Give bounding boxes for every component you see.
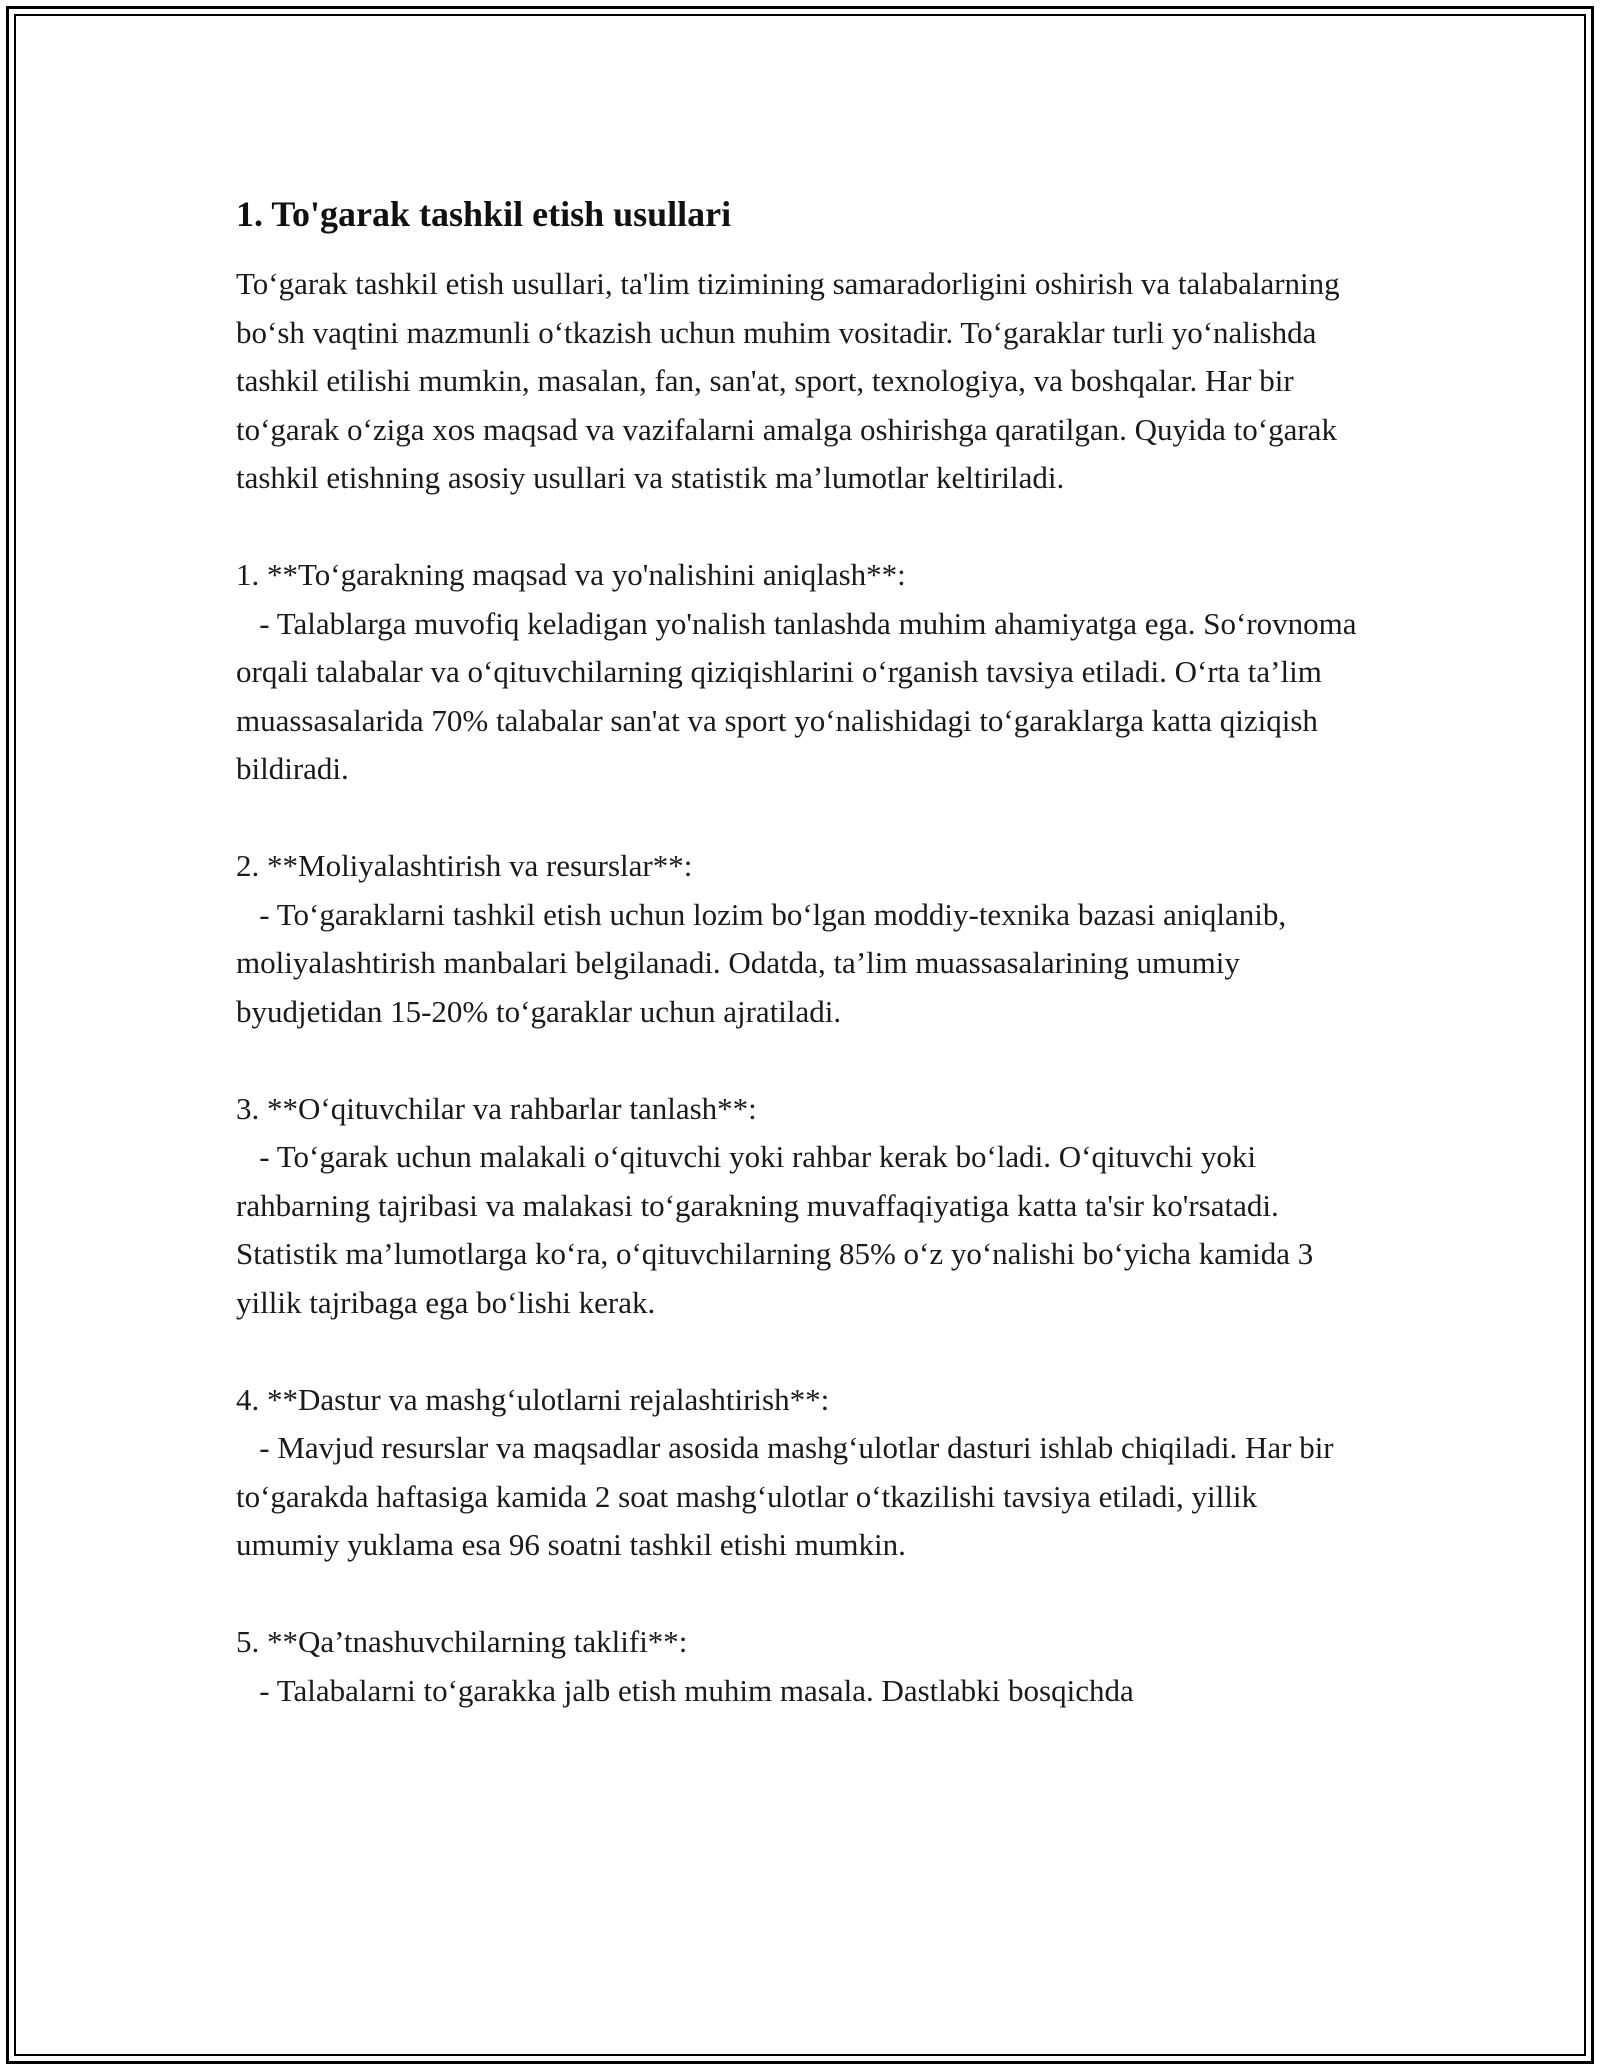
list-item-heading: 1. **To‘garakning maqsad va yo'nalishini aniqlash**:	[236, 557, 906, 592]
list-item-1	[236, 551, 1366, 794]
list-item-text: - Mavjud resurslar va maqsadlar asosida mashg‘ulotlar dasturi ishlab chiqiladi. Har bir to‘garakda haftasiga kamida 2 soat mashg‘ulotlar o‘tkazilishi tavsiya etiladi, yillik umumiy yuklama esa 96 soatni tashkil etishi mumkin.	[236, 1430, 1342, 1562]
list-item-text: - To‘garaklarni tashkil etish uchun lozim bo‘lgan moddiy-texnika bazasi aniqlanib, moliyalashtirish manbalari belgilanadi. Odatda, ta’lim muassasalarining umumiy byudjetidan 15-20% to‘garaklar uchun ajratiladi.	[236, 896, 1294, 1029]
document-text	[236, 260, 1366, 1715]
document-body	[236, 186, 1366, 1715]
document-title: 1. To'garak tashkil etish usullari	[236, 194, 732, 234]
list-item-text: - To‘garak uchun malakali o‘qituvchi yoki rahbar kerak bo‘ladi. O‘qituvchi yoki rahbarning tajribasi va malakasi to‘garakning muvaffaqiyatiga katta ta'sir ko'rsatadi. Statistik ma’lumotlarga ko‘ra, o‘qituvchilarning 85% o‘z yo‘nalishi bo‘yicha kamida 3 yillik tajribaga ega bo‘lishi kerak.	[236, 1139, 1322, 1320]
list-item-2	[236, 842, 1366, 1036]
list-item-heading: 4. **Dastur va mashg‘ulotlarni rejalashtirish**:	[236, 1381, 830, 1417]
list-item-heading: 3. **O‘qituvchilar va rahbarlar tanlash**:	[236, 1090, 757, 1126]
list-item-5	[236, 1618, 1366, 1715]
list-item-4	[236, 1376, 1366, 1570]
list-item-heading: 2. **Moliyalashtirish va resurslar**:	[236, 848, 693, 883]
list-item-3	[236, 1085, 1366, 1328]
list-item-text: - Talablarga muvofiq keladigan yo'nalish tanlashda muhim ahamiyatga ega. So‘rovnoma orqali talabalar va o‘qituvchilarning qiziqishlarini o‘rganish tavsiya etiladi. O‘rta ta’lim muassasalarida 70% talabalar san'at va sport yo‘nalishidagi to‘garaklarga katta qiziqish bildiradi.	[236, 605, 1365, 786]
intro-paragraph: To‘garak tashkil etish usullari, ta'lim tizimining samaradorligini oshirish va talabalarning bo‘sh vaqtini mazmunli o‘tkazish uchun muhim vositadir. To‘garaklar turli yo‘nalishda tashkil etilishi mumkin, masalan, fan, san'at, sport, texnologiya, va boshqalar. Har bir to‘garak o‘ziga xos maqsad va vazifalarni amalga oshirishga qaratilgan. Quyida to‘garak tashkil etishning asosiy usullari va statistik ma’lumotlar keltiriladi.	[236, 266, 1340, 495]
list-item-text: - Talabalarni to‘garakka jalb etish muhim masala. Dastlabki bosqichda	[236, 1672, 1134, 1708]
list-item-heading: 5. **Qa’tnashuvchilarning taklifi**:	[236, 1624, 688, 1659]
